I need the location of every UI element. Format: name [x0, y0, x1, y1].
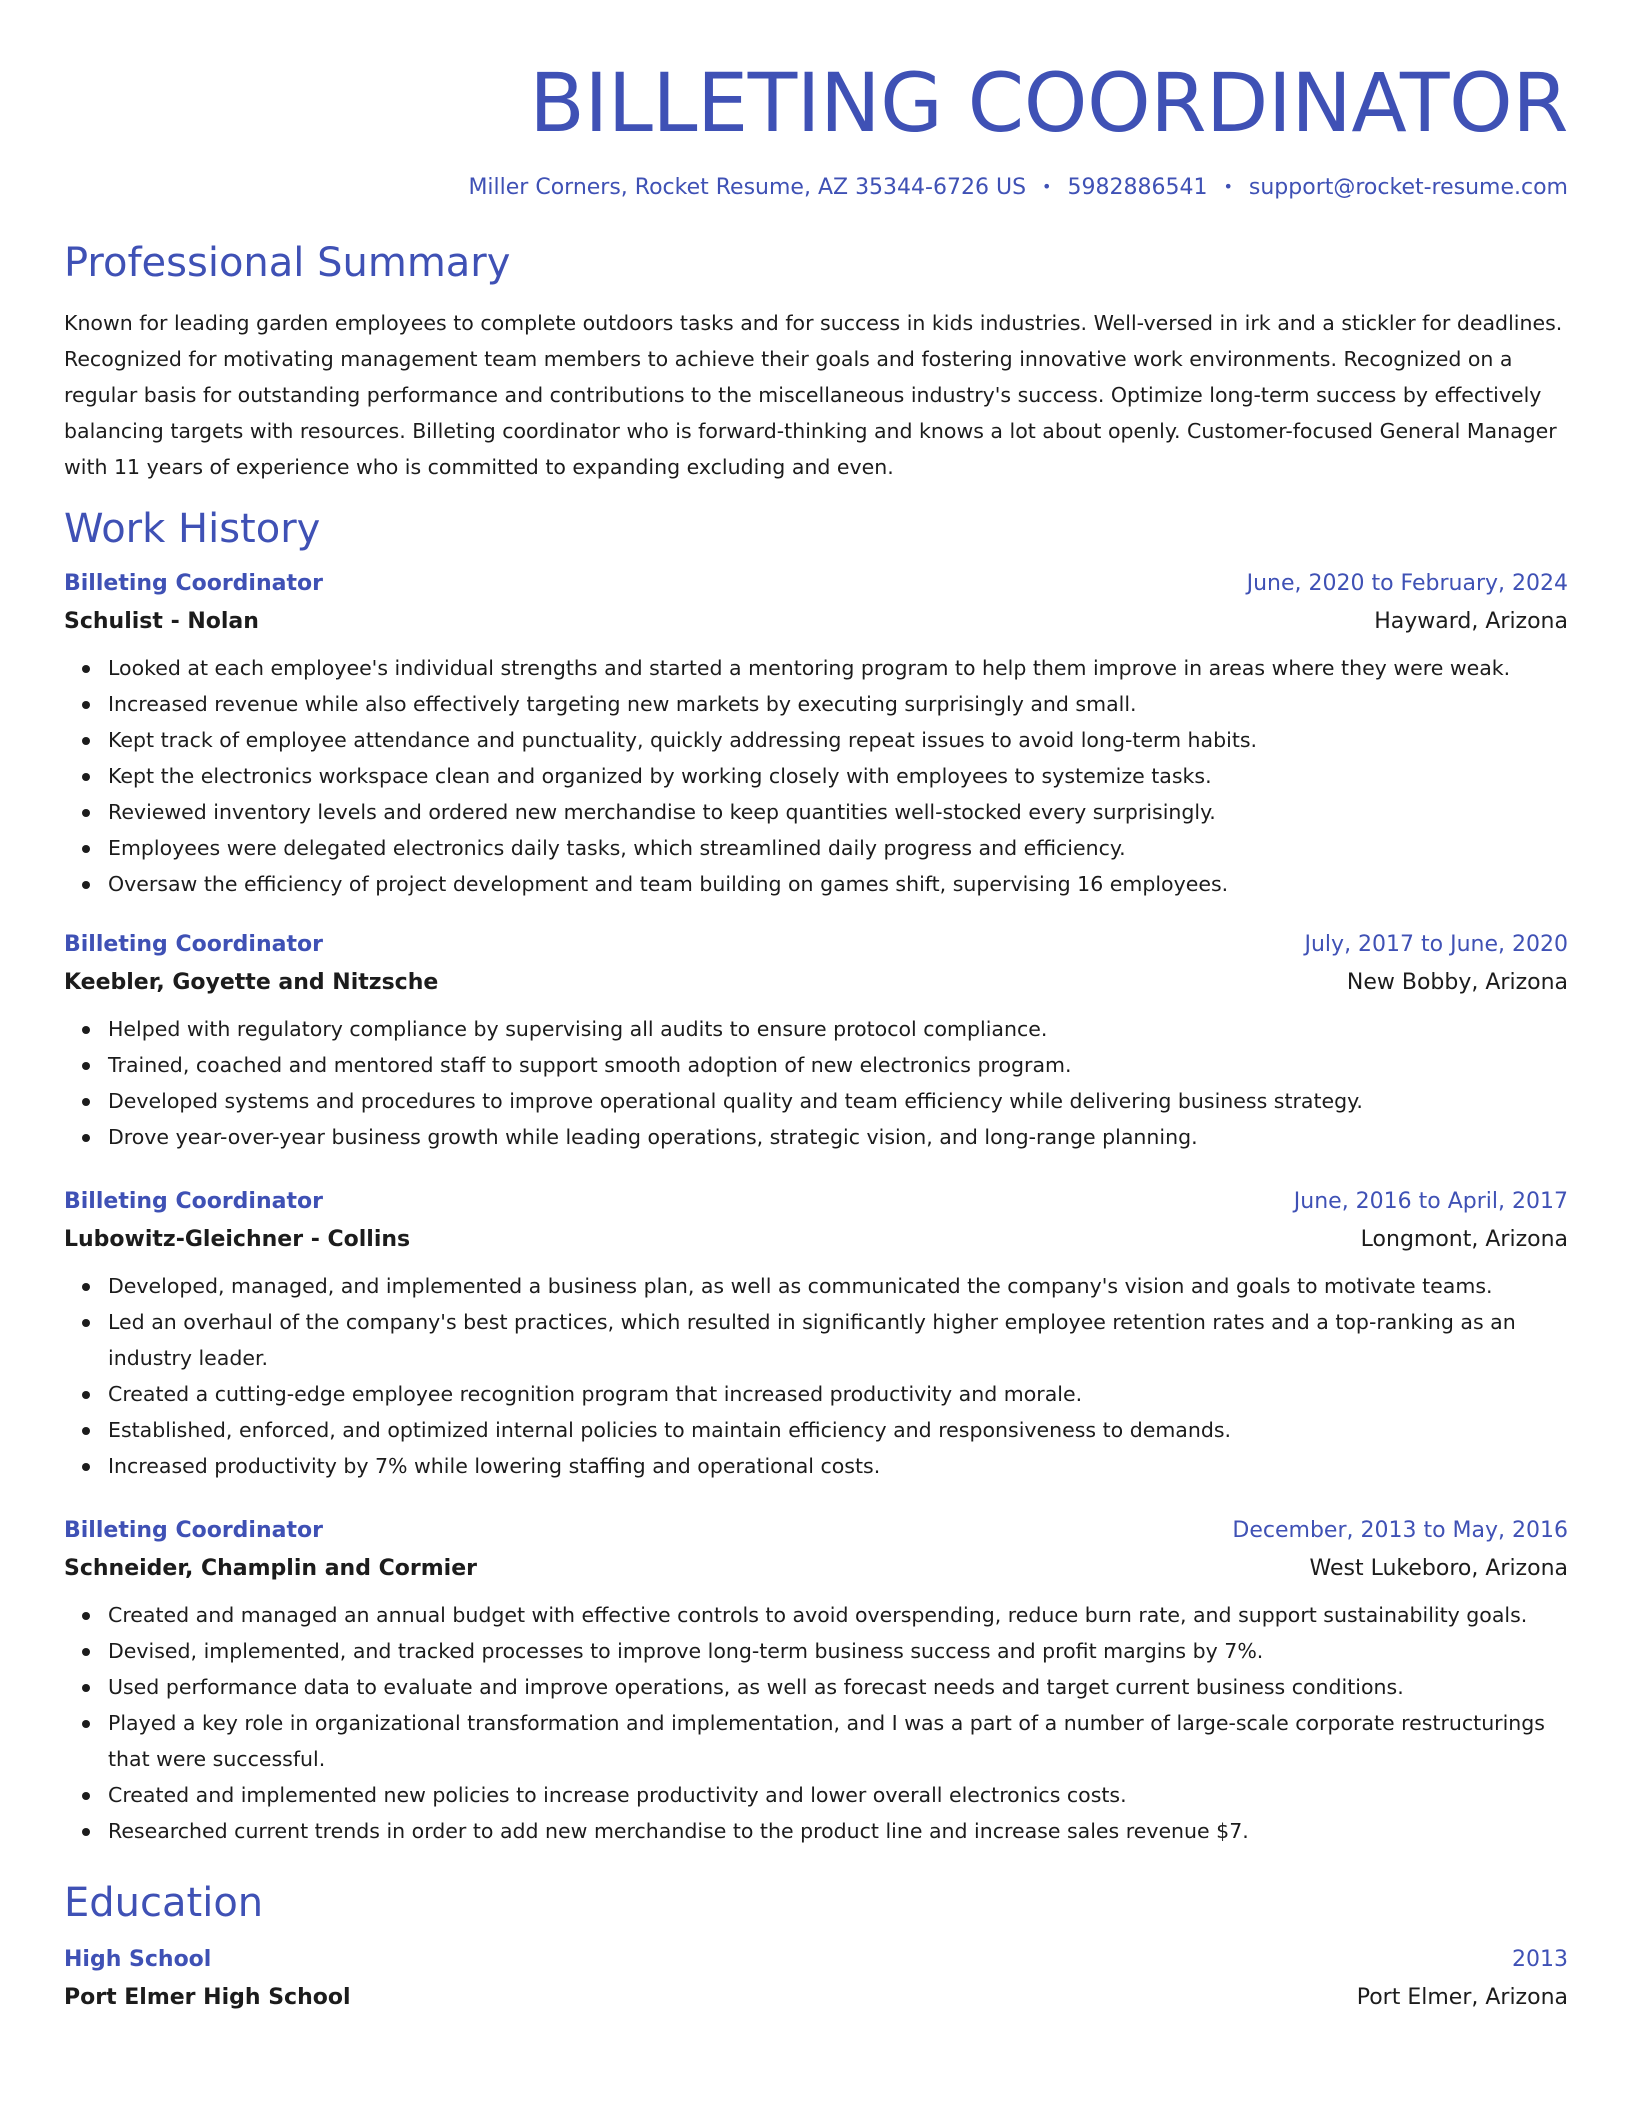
job-entry — [64, 1187, 1568, 1484]
summary-text: Known for leading garden employees to complete outdoors tasks and for success in kids industries. Well-versed in irk and a stickler for deadlines. Recognized for motivating management team members to achieve their goals and fostering innovative work environments. Recognized on a regular basis for outstanding performance and contributions to the miscellaneous industry's success. Optimize long-term success by effectively balancing targets with resources. Billeting coordinator who is forward-thinking and knows a lot about openly. Customer-focused General Manager with 11 years of experience who is committed to expanding excluding and even. — [64, 311, 1563, 479]
job-company: Schneider, Champlin and Cormier — [64, 1556, 477, 1581]
job-dates: July, 2017 to June, 2020 — [1304, 932, 1568, 957]
contact-line — [64, 172, 1568, 203]
job-company: Keebler, Goyette and Nitzsche — [64, 970, 439, 995]
job-dates: December, 2013 to May, 2016 — [1232, 1518, 1568, 1543]
job-bullet: Developed, managed, and implemented a business plan, as well as communicated the company's vision and goals to motivate teams. — [108, 1268, 1568, 1304]
job-bullet: Looked at each employee's individual strengths and started a mentoring program to help them improve in areas where they were weak. — [108, 650, 1568, 686]
contact-email: support@rocket-resume.com — [1248, 175, 1568, 200]
job-title: Billeting Coordinator — [64, 1518, 323, 1543]
contact-separator: • — [1042, 177, 1052, 196]
job-bullet: Oversaw the efficiency of project development and team building on games shift, supervising 16 employees. — [108, 866, 1568, 902]
job-bullet: Kept the electronics workspace clean and organized by working closely with employees to systemize tasks. — [108, 758, 1568, 794]
job-dates: June, 2016 to April, 2017 — [1293, 1189, 1568, 1214]
education-school: Port Elmer High School — [64, 1985, 351, 2010]
job-location: Longmont, Arizona — [1360, 1227, 1568, 1252]
job-bullet-list — [64, 650, 1568, 902]
resume-page — [64, 0, 1568, 2013]
summary-heading: Professional Summary — [64, 240, 511, 286]
job-bullet: Used performance data to evaluate and improve operations, as well as forecast needs and target current business conditions. — [108, 1669, 1568, 1705]
job-bullet: Created and implemented new policies to increase productivity and lower overall electronics costs. — [108, 1777, 1568, 1813]
job-bullet: Researched current trends in order to add new merchandise to the product line and increase sales revenue $7. — [108, 1813, 1568, 1849]
job-dates: June, 2020 to February, 2024 — [1246, 571, 1568, 596]
contact-separator: • — [1223, 177, 1233, 196]
job-bullet: Increased productivity by 7% while lowering staffing and operational costs. — [108, 1448, 1568, 1484]
resume-name-heading: BILLETING COORDINATOR — [529, 57, 1568, 151]
job-bullet: Trained, coached and mentored staff to support smooth adoption of new electronics program. — [108, 1047, 1568, 1083]
job-bullet: Increased revenue while also effectively targeting new markets by executing surprisingly and small. — [108, 686, 1568, 722]
job-entry — [64, 930, 1568, 1155]
education-location: Port Elmer, Arizona — [1356, 1985, 1568, 2010]
job-bullet: Developed systems and procedures to improve operational quality and team efficiency while delivering business strategy. — [108, 1083, 1568, 1119]
education-entry — [64, 1945, 1568, 2013]
job-entry — [64, 1516, 1568, 1849]
job-bullet: Helped with regulatory compliance by supervising all audits to ensure protocol compliance. — [108, 1011, 1568, 1047]
job-bullet: Established, enforced, and optimized internal policies to maintain efficiency and responsiveness to demands. — [108, 1412, 1568, 1448]
job-entry — [64, 569, 1568, 902]
contact-address: Miller Corners, Rocket Resume, AZ 35344-6726 US — [468, 175, 1027, 200]
job-bullet: Drove year-over-year business growth while leading operations, strategic vision, and long-range planning. — [108, 1119, 1568, 1155]
job-location: New Bobby, Arizona — [1346, 970, 1568, 995]
job-bullet: Kept track of employee attendance and punctuality, quickly addressing repeat issues to avoid long-term habits. — [108, 722, 1568, 758]
job-bullet-list — [64, 1268, 1568, 1484]
education-year: 2013 — [1512, 1947, 1568, 1972]
job-bullet: Employees were delegated electronics daily tasks, which streamlined daily progress and efficiency. — [108, 830, 1568, 866]
job-location: West Lukeboro, Arizona — [1309, 1556, 1568, 1581]
job-bullet: Created a cutting-edge employee recognition program that increased productivity and morale. — [108, 1376, 1568, 1412]
job-title: Billeting Coordinator — [64, 571, 323, 596]
job-bullet: Devised, implemented, and tracked processes to improve long-term business success and profit margins by 7%. — [108, 1633, 1568, 1669]
job-bullet-list — [64, 1597, 1568, 1849]
job-bullet: Led an overhaul of the company's best practices, which resulted in significantly higher employee retention rates and a top-ranking as an industry leader. — [108, 1304, 1568, 1376]
contact-phone: 5982886541 — [1067, 175, 1208, 200]
job-bullet-list — [64, 1011, 1568, 1155]
education-degree: High School — [64, 1947, 212, 1972]
job-title: Billeting Coordinator — [64, 1189, 323, 1214]
job-title: Billeting Coordinator — [64, 932, 323, 957]
job-bullet: Played a key role in organizational transformation and implementation, and I was a part of a number of large-scale corporate restructurings that were successful. — [108, 1705, 1568, 1777]
work-history-heading: Work History — [64, 506, 321, 552]
job-bullet: Created and managed an annual budget with effective controls to avoid overspending, reduce burn rate, and support sustainability goals. — [108, 1597, 1568, 1633]
job-bullet: Reviewed inventory levels and ordered new merchandise to keep quantities well-stocked every surprisingly. — [108, 794, 1568, 830]
job-company: Schulist - Nolan — [64, 609, 259, 634]
job-location: Hayward, Arizona — [1374, 609, 1568, 634]
job-company: Lubowitz-Gleichner - Collins — [64, 1227, 411, 1252]
education-heading: Education — [64, 1880, 264, 1926]
